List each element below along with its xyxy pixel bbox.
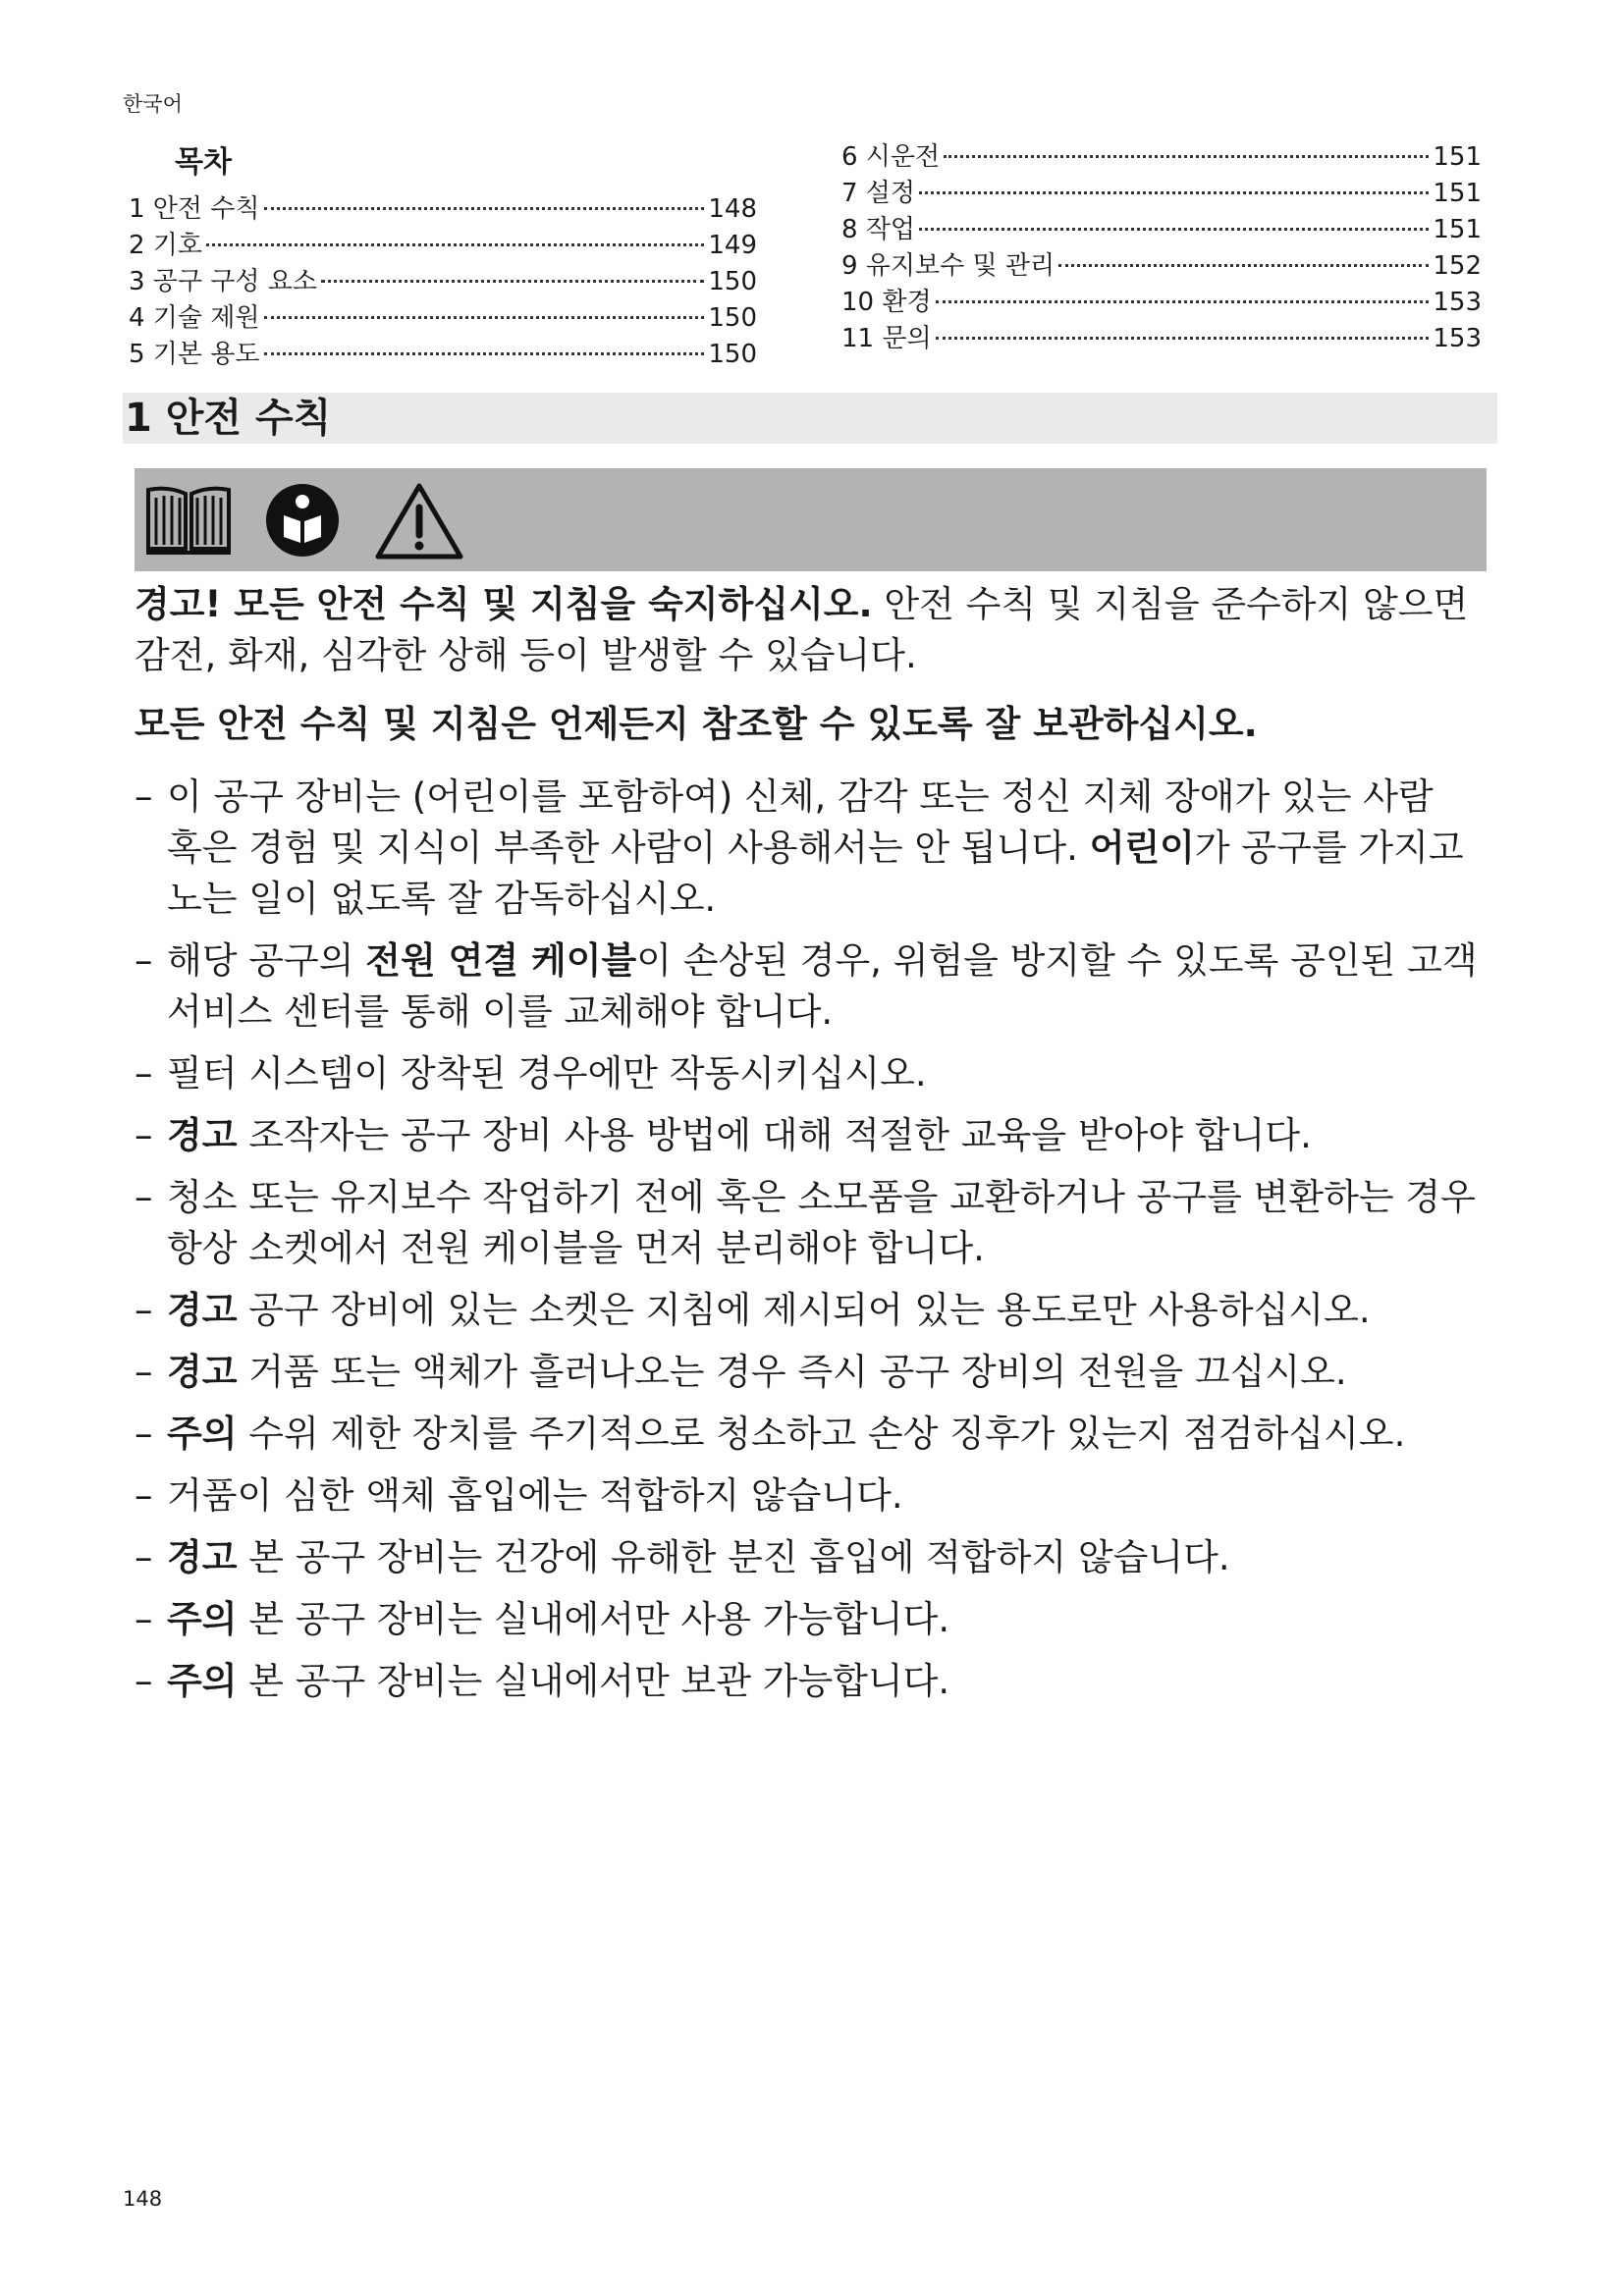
- toc-leader-dots: [919, 191, 1429, 194]
- manual-book-icon: [144, 482, 233, 557]
- page-number: 148: [123, 2187, 163, 2211]
- toc-title: 목차: [175, 145, 232, 180]
- toc-entry[interactable]: [841, 285, 1482, 321]
- language-label: 한국어: [123, 92, 183, 116]
- list-item: – 주의 수위 제한 장치를 주기적으로 청소하고 손상 징후가 있는지 점검하십시오.: [135, 1413, 1406, 1455]
- toc-right-column: [841, 139, 1482, 357]
- toc-leader-dots: [936, 337, 1430, 340]
- safety-content: [135, 579, 1480, 1718]
- list-item: – 청소 또는 유지보수 작업하기 전에 혹은 소모품을 교환하거나 공구를 변환하는 경우 항상 소켓에서 전원 케이블을 먼저 분리해야 합니다.: [135, 1176, 1476, 1269]
- toc-entry[interactable]: [841, 212, 1482, 248]
- toc-entry-label: 6 시운전: [841, 142, 941, 172]
- list-item: – 경고 공구 장비에 있는 소켓은 지침에 제시되어 있는 용도로만 사용하십시오.: [135, 1289, 1371, 1331]
- toc-entry-page: 152: [1433, 251, 1482, 281]
- list-item: – 경고 조작자는 공구 장비 사용 방법에 대해 적절한 교육을 받아야 합니다.: [135, 1114, 1312, 1156]
- list-item: – 해당 공구의 전원 연결 케이블이 손상된 경우, 위험을 방지할 수 있도록 공인된 고객 서비스 센터를 통해 이를 교체해야 합니다.: [135, 939, 1478, 1033]
- toc-leader-dots: [206, 243, 704, 246]
- toc-entry[interactable]: [129, 228, 757, 264]
- keep-instructions-notice: 모든 안전 수칙 및 지침은 언제든지 참조할 수 있도록 잘 보관하십시오.: [135, 703, 1258, 745]
- toc-leader-dots: [936, 300, 1430, 303]
- toc-entry-page: 149: [708, 231, 757, 260]
- toc-leader-dots: [264, 207, 705, 210]
- toc-leader-dots: [321, 280, 704, 283]
- warning-triangle-icon: [374, 482, 464, 561]
- safety-list: [135, 772, 1480, 1707]
- toc-entry[interactable]: [841, 176, 1482, 212]
- toc-entry-label: 7 설정: [841, 179, 916, 208]
- toc-entry[interactable]: [841, 321, 1482, 357]
- toc-entry-page: 151: [1433, 142, 1482, 172]
- toc-entry-page: 150: [708, 267, 757, 296]
- toc-left-column: [129, 191, 757, 373]
- toc-leader-dots: [1058, 264, 1429, 267]
- list-item: – 이 공구 장비는 (어린이를 포함하여) 신체, 감각 또는 정신 지체 장애가 있는 사람 혹은 경험 및 지식이 부족한 사람이 사용해서는 안 됩니다. 어린이가 공구를 가지고 노는 일이 없도록 잘 감독하십시오.: [135, 775, 1464, 920]
- list-item: – 경고 본 공구 장비는 건강에 유해한 분진 흡입에 적합하지 않습니다.: [135, 1536, 1230, 1578]
- toc-entry-page: 150: [708, 303, 757, 333]
- toc-entry-page: 151: [1433, 215, 1482, 244]
- toc-entry-label: 3 공구 구성 요소: [129, 267, 318, 296]
- toc-leader-dots: [919, 228, 1429, 231]
- section-title: 1 안전 수칙: [125, 396, 332, 441]
- toc-entry-label: 1 안전 수칙: [129, 194, 260, 224]
- list-item: – 거품이 심한 액체 흡입에는 적합하지 않습니다.: [135, 1474, 903, 1517]
- toc-entry[interactable]: [129, 337, 757, 373]
- list-item: – 필터 시스템이 장착된 경우에만 작동시키십시오.: [135, 1052, 927, 1095]
- toc-leader-dots: [944, 155, 1429, 158]
- list-item: – 경고 거품 또는 액체가 흘러나오는 경우 즉시 공구 장비의 전원을 끄십시오.: [135, 1351, 1347, 1393]
- toc-entry[interactable]: [841, 248, 1482, 285]
- toc-entry[interactable]: [129, 264, 757, 300]
- toc-entry-label: 10 환경: [841, 288, 932, 317]
- warning-text: 안전 수칙 및 지침을 준수하지 않으면 감전, 화재, 심각한 상해 등이 발생할 수 있습니다.: [135, 583, 1469, 676]
- safety-icon-bar: [135, 468, 1487, 571]
- toc-entry-label: 4 기술 제원: [129, 303, 260, 333]
- toc-entry-page: 153: [1433, 324, 1482, 353]
- read-manual-icon: [264, 482, 341, 559]
- list-item: – 주의 본 공구 장비는 실내에서만 보관 가능합니다.: [135, 1660, 950, 1702]
- toc-entry-page: 148: [708, 194, 757, 224]
- toc-entry-page: 150: [708, 340, 757, 369]
- warning-bold-text: 경고! 모든 안전 수칙 및 지침을 숙지하십시오.: [135, 583, 873, 625]
- toc-entry-page: 151: [1433, 179, 1482, 208]
- toc-entry-label: 5 기본 용도: [129, 340, 260, 369]
- toc-leader-dots: [264, 352, 705, 355]
- general-warning-paragraph: [135, 579, 1480, 681]
- toc-entry-page: 153: [1433, 288, 1482, 317]
- toc-entry-label: 11 문의: [841, 324, 932, 353]
- list-item: – 주의 본 공구 장비는 실내에서만 사용 가능합니다.: [135, 1598, 950, 1640]
- toc-entry-label: 9 유지보수 및 관리: [841, 251, 1056, 281]
- section-heading-bar: [123, 393, 1497, 444]
- toc-entry-label: 2 기호: [129, 231, 203, 260]
- toc-entry[interactable]: [841, 139, 1482, 176]
- toc-entry[interactable]: [129, 191, 757, 228]
- toc-entry-label: 8 작업: [841, 215, 916, 244]
- toc-leader-dots: [264, 316, 705, 319]
- toc-entry[interactable]: [129, 300, 757, 337]
